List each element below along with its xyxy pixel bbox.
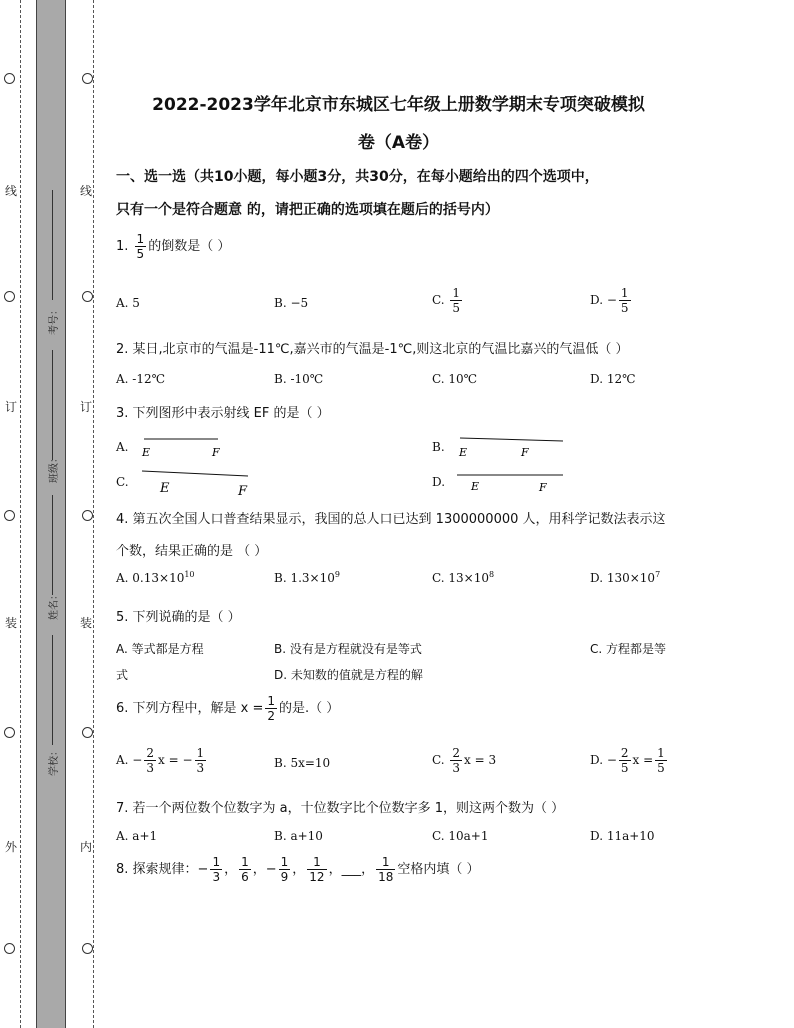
binding-hole <box>4 291 15 302</box>
q2-option-a: A. -12℃ <box>116 372 166 386</box>
question-5: 5. 下列说确的是（ ） <box>116 610 241 625</box>
q3-figure-a <box>138 434 228 460</box>
question-7: 7. 若一个两位数个位数字为 a，十位数字比个位数字多 1，则这两个数为（ ） <box>116 801 565 816</box>
binding-hole <box>4 727 15 738</box>
svg-text:E: E <box>142 446 151 459</box>
binding-margin <box>0 0 100 1028</box>
svg-text:F: F <box>212 446 220 459</box>
q2-option-d: D. 12℃ <box>590 372 636 386</box>
q3-option-c: C. <box>116 475 129 489</box>
question-1: 1. $\frac{1}{5}$ 的倒数是（ ） <box>116 232 231 261</box>
section-heading-line2: 只有一个是符合题意 的，请把正确的选项填在题后的括号内） <box>116 202 499 218</box>
binding-hole <box>82 73 93 84</box>
question-3: 3. 下列图形中表示射线 EF 的是（ ） <box>116 406 330 421</box>
inner-mark: 内 <box>80 840 93 854</box>
q4-option-c: C. $13\times 10^8$ <box>432 570 495 585</box>
q5-option-b: B. 没有是方程就没有是等式 <box>274 642 422 656</box>
question-4: 4. 第五次全国人口普查结果显示，我国的总人口已达到 1300000000 人，用科学记数法表示这 <box>116 512 666 527</box>
binding-hole <box>4 510 15 521</box>
q5-option-c: C. 方程都是等 <box>590 642 667 656</box>
binding-hole <box>4 943 15 954</box>
q2-option-b: B. -10℃ <box>274 372 324 386</box>
q3-figure-c <box>138 468 252 498</box>
q3-option-b: B. <box>432 440 445 454</box>
question-4-line2: 个数，结果正确的是 （ ） <box>116 544 268 559</box>
q1-option-a: A. 5 <box>116 296 140 310</box>
inner-mark: 订 <box>80 400 93 414</box>
binding-band <box>36 0 66 1028</box>
binding-hole <box>82 291 93 302</box>
outer-mark: 线 <box>5 184 18 198</box>
binding-hole <box>82 510 93 521</box>
outer-mark: 装 <box>5 616 18 630</box>
section-heading: 一、选一选（共10小题，每小题3分，共30分，在每小题给出的四个选项中， <box>116 169 599 185</box>
q7-option-c: C. 10a+1 <box>432 829 489 843</box>
q3-figure-b <box>455 434 567 460</box>
outer-cut-line <box>20 0 21 1028</box>
svg-text:E: E <box>459 446 468 459</box>
question-8: 8. 探索规律：− $\frac{1}{3}$ ， $\frac{1}{6}$ ，− $\frac{1}{9}$ ， $\frac{1}{12}$ ，___， $\frac{1}{18}$ 空格内填（ ） <box>116 855 480 884</box>
binding-hole <box>82 943 93 954</box>
class-label: 班级： <box>49 453 60 483</box>
svg-text:E: E <box>160 481 170 496</box>
svg-text:F: F <box>521 446 529 459</box>
q3-figure-d <box>455 468 567 496</box>
q4-option-a: A. $0.13\times 10^{10}$ <box>116 570 195 585</box>
q2-option-c: C. 10℃ <box>432 372 478 386</box>
q3-option-d: D. <box>432 475 446 489</box>
document-header <box>116 90 681 224</box>
name-label: 姓名： <box>49 590 60 620</box>
inner-mark: 装 <box>80 616 93 630</box>
q3-option-a: A. <box>116 440 129 454</box>
q4-option-b: B. $1.3\times 10^9$ <box>274 570 340 585</box>
fraction: $\frac{1}{5}$ <box>136 232 145 261</box>
q7-option-b: B. a+10 <box>274 829 323 843</box>
q7-option-d: D. 11a+10 <box>590 829 655 843</box>
binding-hole <box>4 73 15 84</box>
outer-mark: 订 <box>5 400 18 414</box>
q5-option-d: D. 未知数的值就是方程的解 <box>274 668 423 682</box>
page-title: 2022-2023学年北京市东城区七年级上册数学期末专项突破模拟 <box>152 95 645 115</box>
svg-text:F: F <box>238 484 248 498</box>
field-underline <box>52 635 53 745</box>
q6-option-a: A. − $\frac{2}{3}$ x = − $\frac{1}{3}$ <box>116 746 205 775</box>
question-2: 2. 某日,北京市的气温是-11℃,嘉兴市的气温是-1℃,则这北京的气温比嘉兴的气温低（ ） <box>116 342 629 357</box>
field-underline <box>52 495 53 595</box>
q6-option-c: C. $\frac{2}{3}$ x = 3 <box>432 746 497 775</box>
q5-option-c-cont: 式 <box>116 668 129 682</box>
inner-cut-line <box>93 0 94 1028</box>
q1-option-d: D. − $\frac{1}{5}$ <box>590 286 629 315</box>
svg-text:F: F <box>539 481 547 494</box>
q1-option-c: C. $\frac{1}{5}$ <box>432 286 461 315</box>
field-underline <box>52 190 53 300</box>
school-label: 学校： <box>49 746 60 776</box>
q6-option-d: D. − $\frac{2}{5}$ x = $\frac{1}{5}$ <box>590 746 665 775</box>
inner-mark: 线 <box>80 184 93 198</box>
exam-number-label: 考号： <box>49 305 60 335</box>
q4-option-d: D. $130\times 10^7$ <box>590 570 661 585</box>
outer-mark: 外 <box>5 840 18 854</box>
svg-text:E: E <box>471 480 480 493</box>
question-6: 6. 下列方程中，解是 x = $\frac{1}{2}$ 的是.（ ） <box>116 694 340 723</box>
q1-option-b: B. −5 <box>274 296 309 310</box>
page-title-line2: 卷（A卷） <box>357 133 440 153</box>
q6-option-b: B. 5x=10 <box>274 756 331 770</box>
binding-hole <box>82 727 93 738</box>
field-underline <box>52 350 53 460</box>
q5-option-a: A. 等式都是方程 <box>116 642 204 656</box>
q7-option-a: A. a+1 <box>116 829 158 843</box>
